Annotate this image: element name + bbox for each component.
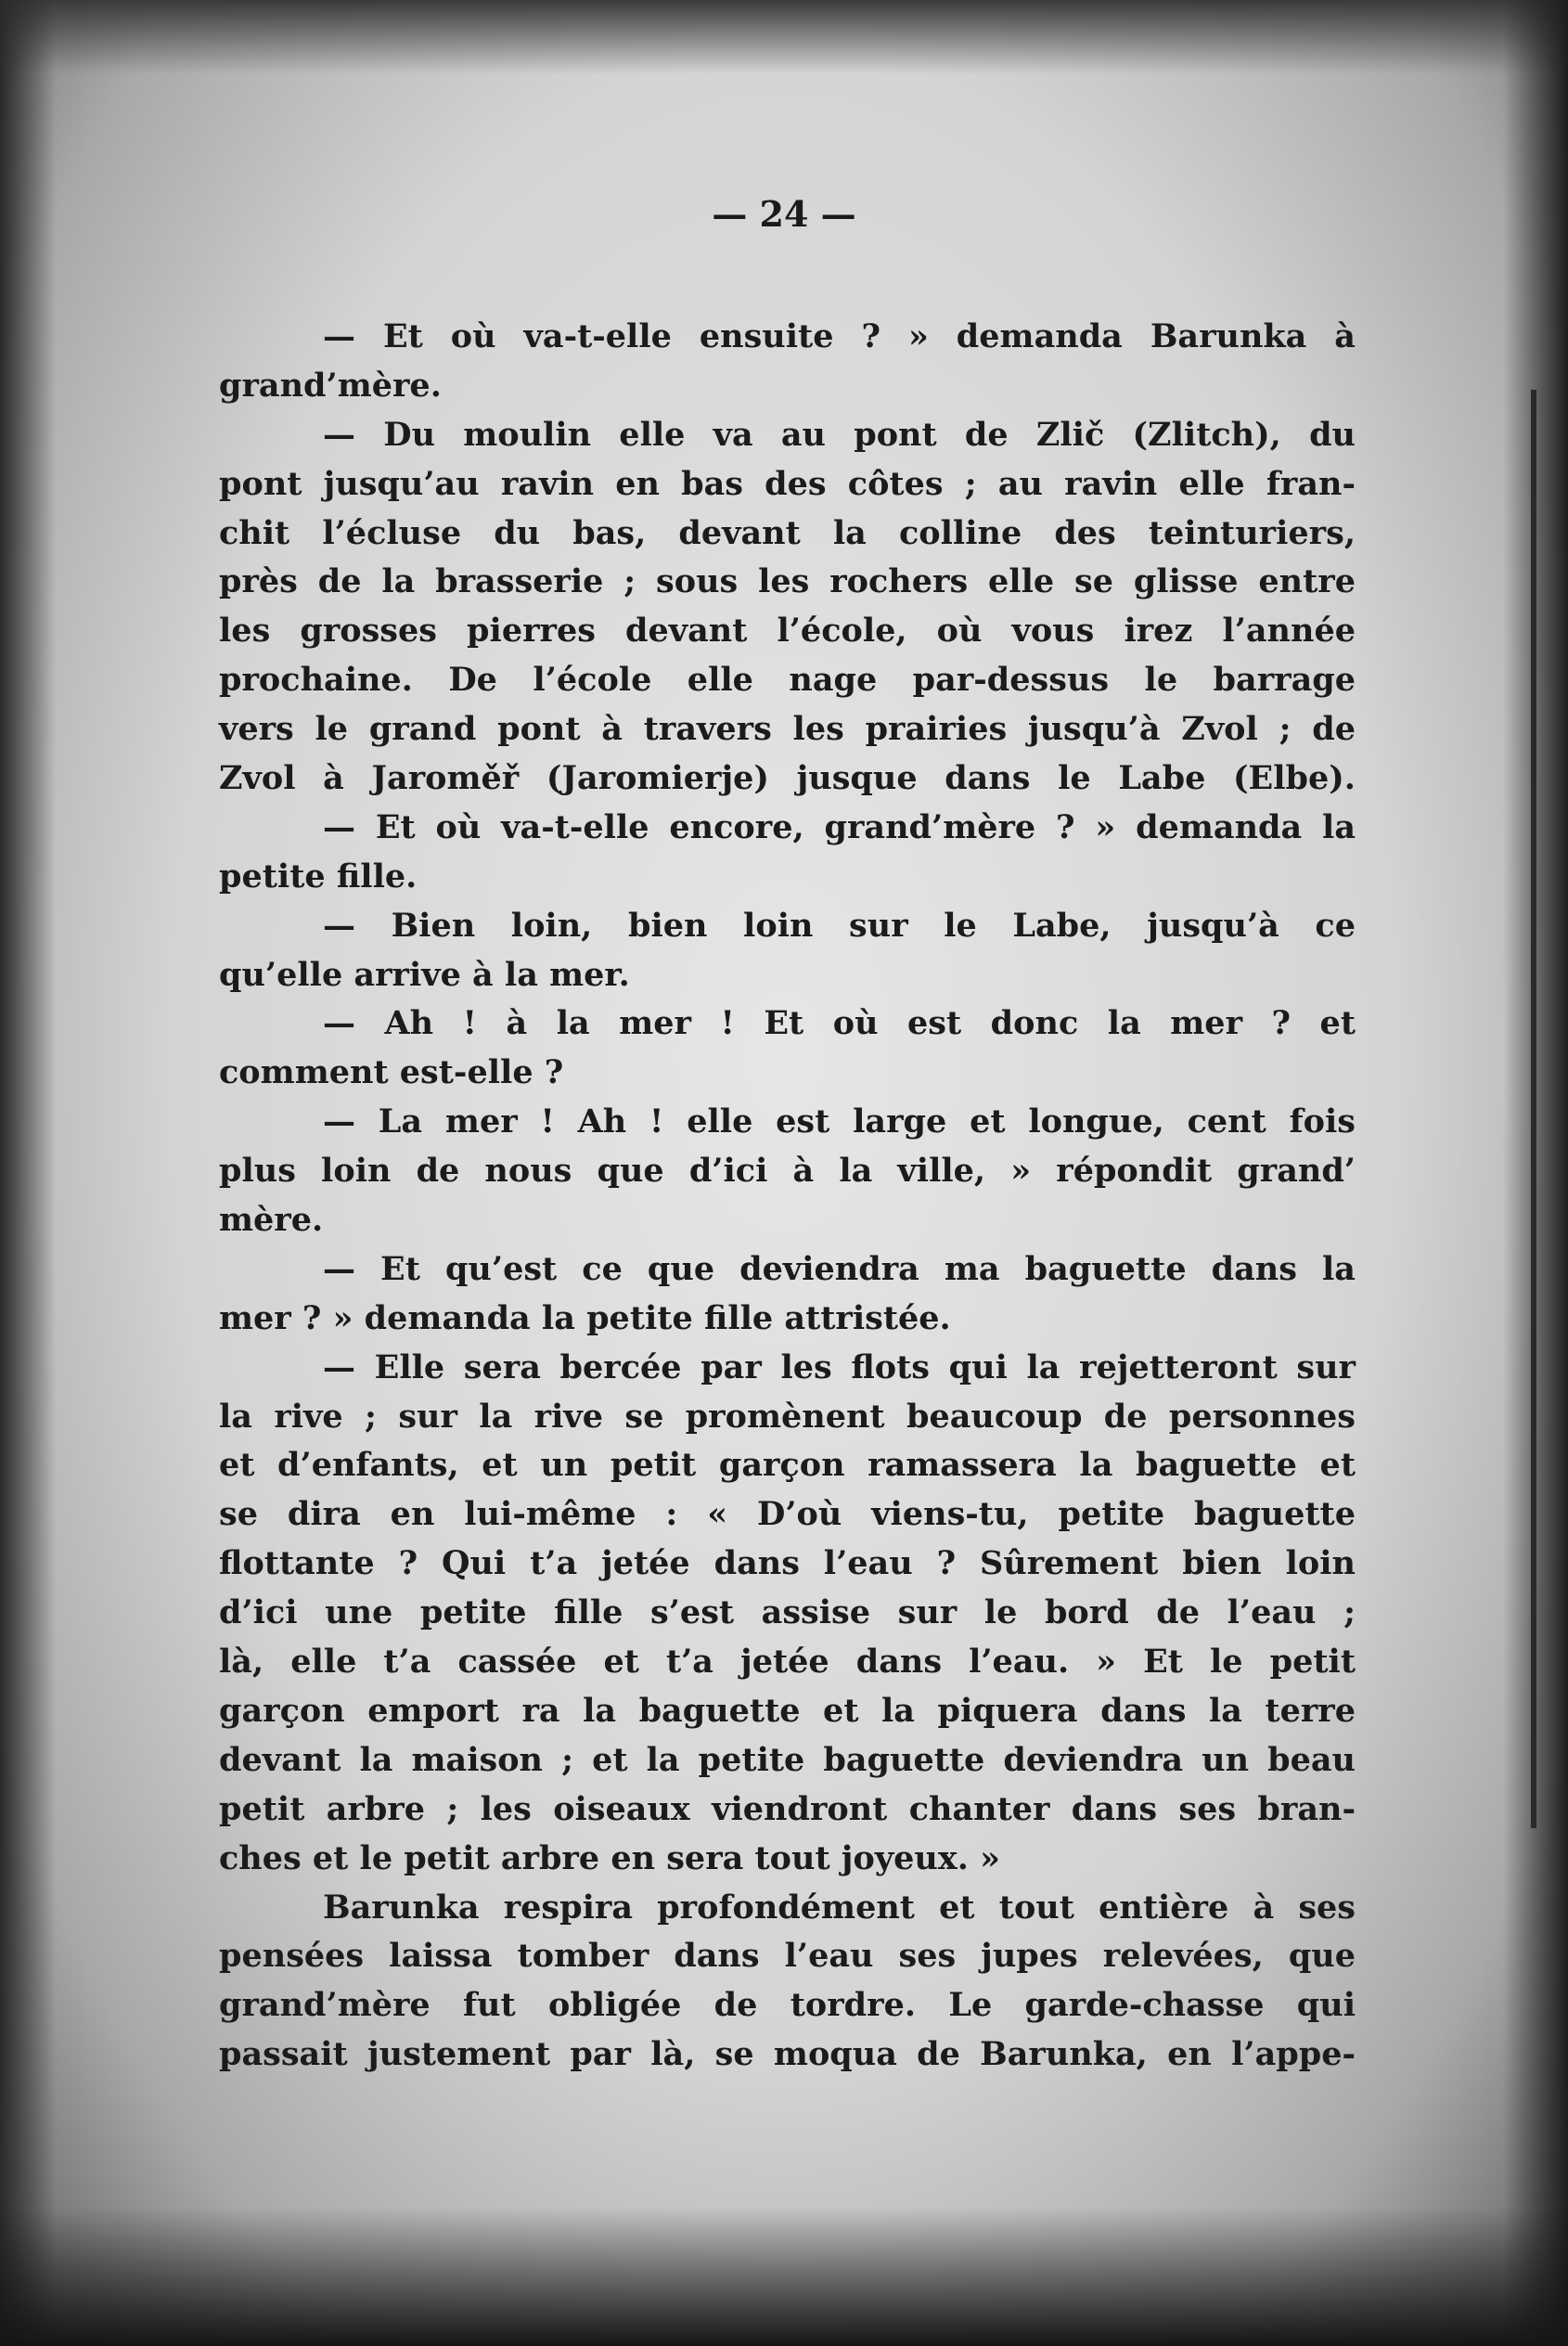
- text-line: — Et qu’est ce que deviendra ma baguette dans la: [323, 1249, 1356, 1288]
- page-edge-shadow-bottom: [0, 2207, 1568, 2346]
- body-text: [219, 313, 1356, 2080]
- text-line: flottante ? Qui t’a jetée dans l’eau ? Sûrement bien loin: [219, 1544, 1356, 1583]
- page-edge-shadow-top: [0, 0, 1568, 74]
- text-line: vers le grand pont à travers les prairies jusqu’à Zvol ; de: [219, 710, 1356, 749]
- binding-line: [1531, 390, 1536, 1828]
- text-line: pensées laissa tomber dans l’eau ses jupes relevées, que: [219, 1937, 1356, 1976]
- text-line: — Du moulin elle va au pont de Zlič (Zlitch), du: [323, 415, 1356, 454]
- text-line: passait justement par là, se moqua de Barunka, en l’appe-: [219, 2035, 1356, 2074]
- text-line: là, elle t’a cassée et t’a jetée dans l’eau. » Et le petit: [219, 1643, 1356, 1682]
- text-line: mère.: [219, 1201, 324, 1240]
- text-line: petit arbre ; les oiseaux viendront chanter dans ses bran-: [219, 1789, 1356, 1828]
- text-line: — Ah ! à la mer ! Et où est donc la mer ? et: [323, 1004, 1356, 1043]
- text-line: grand’mère.: [219, 366, 442, 405]
- text-line: la rive ; sur la rive se promènent beaucoup de personnes: [219, 1397, 1356, 1436]
- text-line: se dira en lui-même : « D’où viens-tu, petite baguette: [219, 1495, 1356, 1534]
- text-line: petite fille.: [219, 857, 418, 896]
- text-line: ches et le petit arbre en sera tout joyeux. »: [219, 1838, 1000, 1877]
- text-line: grand’mère fut obligée de tordre. Le garde-chasse qui: [219, 1986, 1356, 2025]
- text-line: pont jusqu’au ravin en bas des côtes ; au ravin elle fran-: [219, 464, 1356, 503]
- text-line: — Et où va-t-elle encore, grand’mère ? » demanda la: [323, 807, 1356, 846]
- text-line: chit l’écluse du bas, devant la colline des teinturiers,: [219, 513, 1356, 552]
- text-line: garçon emport ra la baguette et la piquera dans la terre: [219, 1691, 1356, 1730]
- text-line: mer ? » demanda la petite fille attristée.: [219, 1298, 951, 1337]
- text-line: — La mer ! Ah ! elle est large et longue, cent fois: [323, 1102, 1356, 1141]
- text-line: devant la maison ; et la petite baguette deviendra un beau: [219, 1740, 1356, 1779]
- text-line: Barunka respira profondément et tout entière à ses: [323, 1888, 1356, 1927]
- text-line: comment est-elle ?: [219, 1053, 564, 1092]
- text-line: — Bien loin, bien loin sur le Labe, jusqu’à ce: [323, 906, 1356, 945]
- text-line: — Et où va-t-elle ensuite ? » demanda Barunka à: [323, 317, 1356, 355]
- text-line: Zvol à Jaroměř (Jaromierje) jusque dans le Labe (Elbe).: [219, 759, 1356, 798]
- text-line: plus loin de nous que d’ici à la ville, » répondit grand’: [219, 1152, 1356, 1191]
- page-number: — 24 —: [712, 193, 856, 235]
- text-line: les grosses pierres devant l’école, où vous irez l’année: [219, 612, 1356, 651]
- text-line: qu’elle arrive à la mer.: [219, 955, 630, 994]
- text-line: d’ici une petite fille s’est assise sur le bord de l’eau ;: [219, 1593, 1356, 1632]
- text-line: près de la brasserie ; sous les rochers elle se glisse entre: [219, 562, 1356, 601]
- text-line: et d’enfants, et un petit garçon ramassera la baguette et: [219, 1446, 1356, 1485]
- page-edge-shadow-left: [0, 0, 56, 2346]
- text-line: — Elle sera bercée par les flots qui la rejetteront sur: [323, 1347, 1356, 1386]
- text-line: prochaine. De l’école elle nage par-dessus le barrage: [219, 661, 1356, 700]
